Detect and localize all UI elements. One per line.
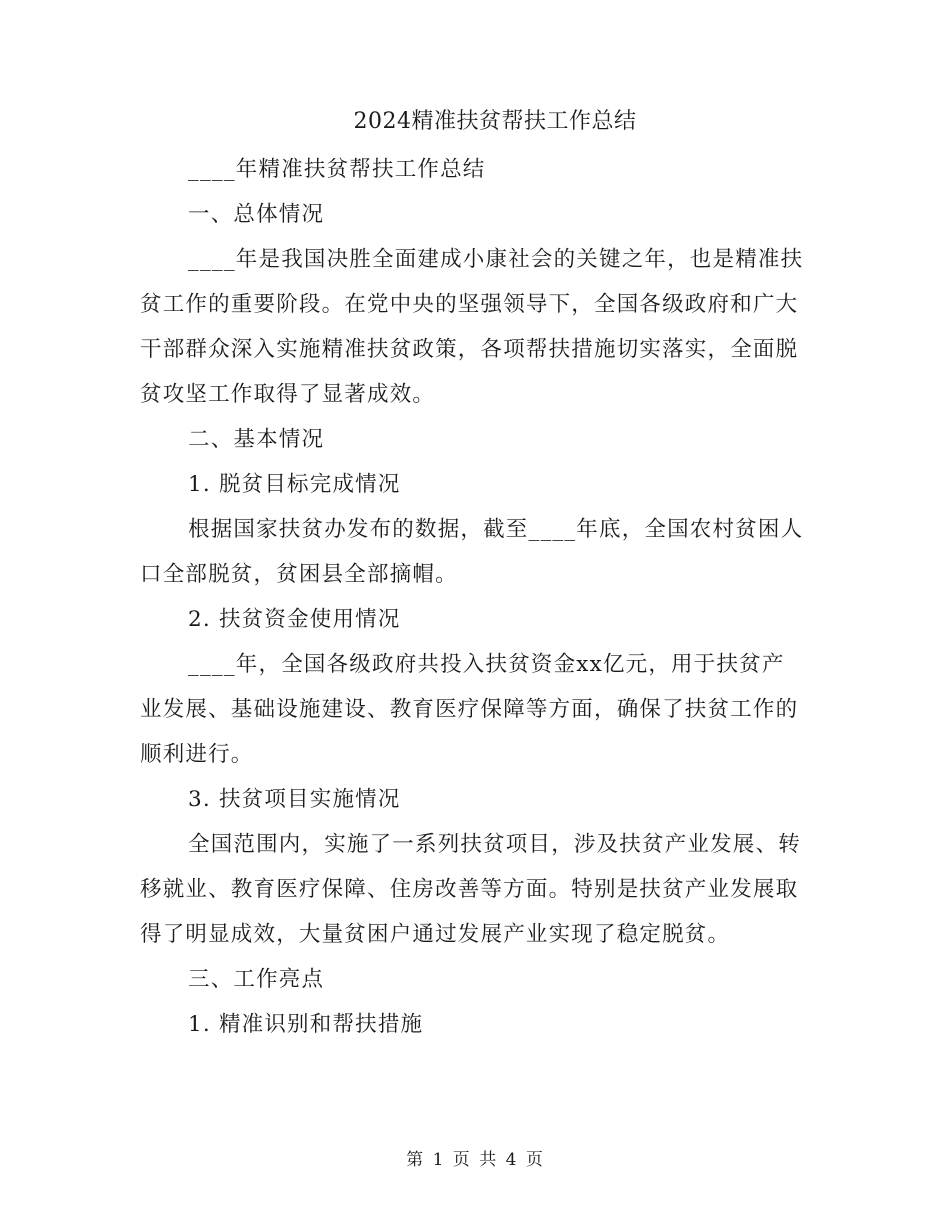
heading-project-implementation: 3. 扶贫项目实施情况 bbox=[188, 787, 401, 812]
paragraph-fund-usage: ____年，全国各级政府共投入扶贫资金xx亿元，用于扶贫产业发展、基础设施建设、教育医疗保障等方面，确保了扶贫工作的顺利进行。 bbox=[140, 652, 799, 767]
heading-poverty-goal: 1. 脱贫目标完成情况 bbox=[188, 472, 401, 497]
heading-overall-situation: 一、总体情况 bbox=[188, 202, 325, 227]
document-body bbox=[140, 147, 805, 1047]
paragraph-project-implementation: 全国范围内，实施了一系列扶贫项目，涉及扶贫产业发展、转移就业、教育医疗保障、住房改善等方面。特别是扶贫产业发展取得了明显成效，大量贫困户通过发展产业实现了稳定脱贫。 bbox=[140, 832, 801, 947]
heading-work-highlights: 三、工作亮点 bbox=[188, 967, 325, 992]
page-footer: 第 1 页 共 4 页 bbox=[406, 1150, 544, 1170]
document-title: 2024精准扶贫帮扶工作总结 bbox=[353, 109, 637, 134]
heading-basic-situation: 二、基本情况 bbox=[188, 427, 325, 452]
paragraph-overall-situation: ____年是我国决胜全面建成小康社会的关键之年，也是精准扶贫工作的重要阶段。在党中央的坚强领导下，全国各级政府和广大干部群众深入实施精准扶贫政策，各项帮扶措施切实落实，全面脱贫攻坚工作取得了显著成效。 bbox=[140, 247, 804, 407]
heading-precise-identification: 1. 精准识别和帮扶措施 bbox=[188, 1012, 424, 1037]
heading-fund-usage: 2. 扶贫资金使用情况 bbox=[188, 607, 401, 632]
paragraph-poverty-goal: 根据国家扶贫办发布的数据，截至____年底，全国农村贫困人口全部脱贫，贫困县全部摘帽。 bbox=[140, 517, 804, 587]
paragraph-subtitle: ____年精准扶贫帮扶工作总结 bbox=[188, 157, 486, 182]
